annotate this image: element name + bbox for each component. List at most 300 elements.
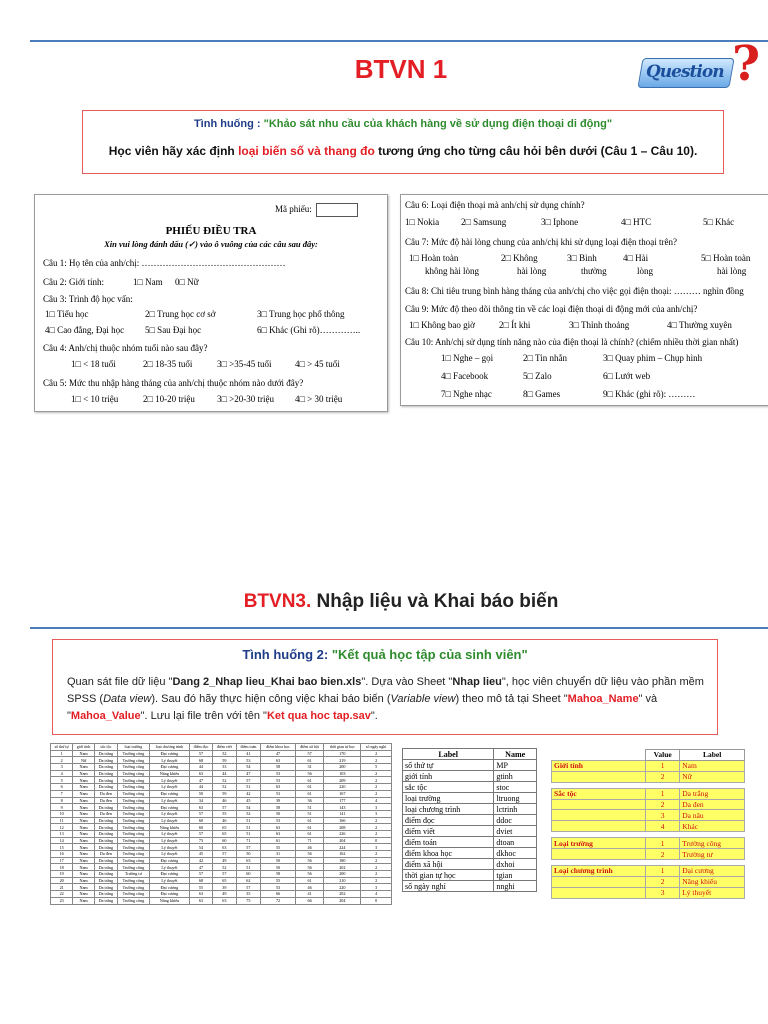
label-cell: dkhoc <box>494 848 537 859</box>
data-cell: 55 <box>213 810 236 817</box>
data-cell: Nam <box>73 797 95 804</box>
vl-value-cell: 1 <box>646 866 680 877</box>
vl-variable-cell <box>552 849 646 860</box>
label-cell: thời gian tự học <box>403 870 494 881</box>
data-cell: 3 <box>361 804 392 811</box>
data-header-cell: điểm đọc <box>189 744 212 751</box>
data-cell: Lý thuyết <box>149 844 189 851</box>
slide-btvn1 <box>30 36 768 415</box>
vl-label-cell: Năng khiếu <box>680 876 745 887</box>
data-cell: 72 <box>261 897 296 904</box>
case-heading <box>83 118 723 130</box>
body-italic: Variable view <box>390 693 456 705</box>
data-cell: Lý thuyết <box>149 851 189 858</box>
data-cell: 47 <box>236 770 261 777</box>
data-cell: Lý thuyết <box>149 864 189 871</box>
data-cell: 61 <box>295 777 324 784</box>
data-cell: 61 <box>261 837 296 844</box>
data-cell: 13 <box>51 830 73 837</box>
ma-phieu-row <box>275 203 358 217</box>
data-cell: 56 <box>295 770 324 777</box>
data-cell: Trường công <box>117 797 149 804</box>
vl-value-cell: 1 <box>646 760 680 771</box>
data-cell: Da trắng <box>94 871 117 878</box>
data-cell: 68 <box>189 877 212 884</box>
data-cell: Lý thuyết <box>149 810 189 817</box>
case-box-2 <box>52 639 718 735</box>
data-cell: Trường công <box>117 764 149 771</box>
q6-option: 5□ Khác <box>703 217 735 227</box>
data-cell: Da trắng <box>94 750 117 757</box>
q7-option: 5□ Hoàn toàn <box>701 253 751 263</box>
label-cell: tgian <box>494 870 537 881</box>
vl-value-cell: 3 <box>646 887 680 898</box>
data-cell: 53 <box>236 757 261 764</box>
data-cell: 44 <box>189 764 212 771</box>
q9-option: 3□ Thỉnh thoảng <box>569 320 630 330</box>
data-cell: 57 <box>213 851 236 858</box>
body-sheet: Nhap lieu <box>452 676 502 688</box>
data-cell: 58 <box>261 871 296 878</box>
data-cell: Nữ <box>73 757 95 764</box>
vl-row <box>552 838 745 849</box>
data-cell: Trường công <box>117 864 149 871</box>
data-row <box>51 844 392 851</box>
data-cell: 66 <box>295 897 324 904</box>
data-cell: Nam <box>73 764 95 771</box>
data-cell: Đại cương <box>149 764 189 771</box>
body-sheet-red: Mahoa_Value <box>70 710 141 722</box>
data-header-cell: điểm toán <box>236 744 261 751</box>
vl-label-cell: Da nâu <box>680 810 745 821</box>
data-cell: Da trắng <box>94 824 117 831</box>
data-row <box>51 764 392 771</box>
data-cell: Trường công <box>117 837 149 844</box>
data-cell: Nam <box>73 851 95 858</box>
vl-header-cell: Label <box>680 750 745 761</box>
data-cell: Năng khiếu <box>149 824 189 831</box>
slide2-title <box>30 591 768 613</box>
label-cell: loại chương trình <box>403 804 494 815</box>
data-cell: 0 <box>361 897 392 904</box>
data-cell: 219 <box>324 757 361 764</box>
q4-option: 3□ >35-45 tuổi <box>217 359 272 369</box>
q3-option: 6□ Khác (Ghi rõ)………….. <box>257 325 361 335</box>
q10-option: 5□ Zalo <box>523 371 552 381</box>
q7-option: 2□ Không <box>501 253 538 263</box>
data-cell: Trường công <box>117 790 149 797</box>
data-cell: 5 <box>51 777 73 784</box>
data-cell: Trường công <box>117 770 149 777</box>
instruction-pre: Học viên hãy xác định <box>108 144 239 158</box>
data-cell: 54 <box>189 844 212 851</box>
data-cell: Nam <box>73 844 95 851</box>
label-cell: MP <box>494 760 537 771</box>
data-cell: 58 <box>261 804 296 811</box>
data-cell: 57 <box>213 804 236 811</box>
case2-body <box>67 674 707 725</box>
data-cell: 56 <box>295 864 324 871</box>
vl-label-cell: Đại cương <box>680 866 745 877</box>
data-cell: 226 <box>324 830 361 837</box>
vl-row <box>552 771 745 782</box>
data-cell: 50 <box>261 857 296 864</box>
vl-value-cell: 2 <box>646 771 680 782</box>
data-cell: 55 <box>261 877 296 884</box>
data-cell: 170 <box>324 750 361 757</box>
data-cell: 73 <box>189 837 212 844</box>
data-cell: 44 <box>189 784 212 791</box>
data-cell: Trường công <box>117 851 149 858</box>
data-header-cell: điểm xã hội <box>295 744 324 751</box>
data-row <box>51 897 392 904</box>
data-cell: Lý thuyết <box>149 797 189 804</box>
data-cell: 52 <box>213 777 236 784</box>
data-cell: Nam <box>73 790 95 797</box>
data-cell: 162 <box>324 851 361 858</box>
data-cell: Trường công <box>117 810 149 817</box>
vl-variable-cell <box>552 821 646 832</box>
data-cell: 57 <box>236 844 261 851</box>
data-cell: 71 <box>236 837 261 844</box>
data-row <box>51 884 392 891</box>
data-cell: 63 <box>236 857 261 864</box>
data-cell: 68 <box>189 757 212 764</box>
data-cell: Lý thuyết <box>149 877 189 884</box>
label-cell: dtoan <box>494 837 537 848</box>
q10-option: 8□ Games <box>523 389 561 399</box>
vl-header-blank <box>552 750 646 761</box>
data-cell: Da trắng <box>94 830 117 837</box>
vl-label-cell: Da trắng <box>680 788 745 799</box>
data-cell: 46 <box>295 844 324 851</box>
data-cell: 42 <box>236 790 261 797</box>
data-row <box>51 797 392 804</box>
data-cell: Lý thuyết <box>149 757 189 764</box>
data-cell: 33 <box>213 764 236 771</box>
data-cell: 51 <box>236 824 261 831</box>
q10-option: 9□ Khác (ghi rõ): ……… <box>603 389 696 399</box>
data-cell: 2 <box>51 757 73 764</box>
question-4: Câu 4: Anh/chị thuộc nhóm tuổi nào sau đây? <box>43 343 208 353</box>
data-cell: 103 <box>324 770 361 777</box>
data-cell: Trường công <box>117 750 149 757</box>
data-cell: 2 <box>361 790 392 797</box>
data-cell: 45 <box>236 797 261 804</box>
data-cell: 202 <box>324 864 361 871</box>
data-cell: 202 <box>324 891 361 898</box>
data-cell: Da trắng <box>94 817 117 824</box>
data-header-cell: điểm khoa học <box>261 744 296 751</box>
q7-option: 3□ Bình <box>567 253 597 263</box>
data-cell: Da đen <box>94 797 117 804</box>
data-cell: 4 <box>361 891 392 898</box>
body-sheet-red: Mahoa_Name <box>567 693 639 705</box>
vl-row <box>552 887 745 898</box>
vl-label-cell: Nữ <box>680 771 745 782</box>
data-cell: 62 <box>236 877 261 884</box>
data-cell: Da trắng <box>94 897 117 904</box>
label-cell: số thứ tự <box>403 760 494 771</box>
survey-form-left <box>34 194 388 412</box>
data-cell: Nam <box>73 777 95 784</box>
data-cell: Trường công <box>117 884 149 891</box>
q3-option: 5□ Sau Đại học <box>145 325 202 335</box>
data-cell: 59 <box>213 790 236 797</box>
data-cell: 51 <box>295 804 324 811</box>
data-row <box>51 851 392 858</box>
body-text: ". Lưu lại file trên với tên " <box>140 710 267 722</box>
data-cell: 52 <box>213 750 236 757</box>
data-row <box>51 790 392 797</box>
label-cell: điểm xã hội <box>403 859 494 870</box>
slide1-title: BTVN 1 <box>354 54 448 84</box>
data-cell: 53 <box>261 817 296 824</box>
data-cell: Lý thuyết <box>149 830 189 837</box>
data-cell: Nam <box>73 824 95 831</box>
data-cell: 45 <box>189 851 212 858</box>
data-cell: 63 <box>189 804 212 811</box>
data-cell: Trường công <box>117 844 149 851</box>
data-cell: 50 <box>236 851 261 858</box>
label-header-row <box>403 749 537 760</box>
data-cell: 23 <box>51 897 73 904</box>
data-cell: 63 <box>189 770 212 777</box>
vl-header-row <box>552 750 745 761</box>
data-cell: Đại cương <box>149 871 189 878</box>
data-cell: 204 <box>324 897 361 904</box>
instruction-post: tương ứng cho từng câu hỏi bên dưới (Câu 1 – Câu 10). <box>374 144 698 158</box>
label-row <box>403 859 537 870</box>
data-cell: 3 <box>51 764 73 771</box>
data-cell: 51 <box>236 830 261 837</box>
question-1: Câu 1: Họ tên của anh/chị: ………………………………………… <box>43 258 286 268</box>
data-header-cell: giới tính <box>73 744 95 751</box>
data-cell: Đại cương <box>149 804 189 811</box>
vl-body <box>552 760 745 898</box>
slide2-title-rest: Nhập liệu và Khai báo biến <box>311 591 559 612</box>
q10-option: 2□ Tin nhắn <box>523 353 567 363</box>
data-header-cell: thời gian tự học <box>324 744 361 751</box>
name-label-table <box>402 748 537 892</box>
data-cell: 57 <box>236 777 261 784</box>
data-cell: 166 <box>324 817 361 824</box>
data-cell: 49 <box>213 857 236 864</box>
data-cell: 19 <box>51 871 73 878</box>
data-cell: Trường công <box>117 877 149 884</box>
data-cell: Da trắng <box>94 770 117 777</box>
body-text: ). Sau đó hãy thực hiện công việc khai báo biến ( <box>151 693 391 705</box>
data-cell: Nam <box>73 877 95 884</box>
q7-option-sub: không hài lòng <box>425 266 479 276</box>
label-row <box>403 804 537 815</box>
data-cell: 3 <box>361 884 392 891</box>
vl-label-cell: Da đen <box>680 799 745 810</box>
data-row <box>51 830 392 837</box>
vl-row <box>552 866 745 877</box>
data-cell: 210 <box>324 877 361 884</box>
data-cell: Đại cương <box>149 857 189 864</box>
q10-option: 1□ Nghe – gọi <box>441 353 494 363</box>
vl-value-cell: 2 <box>646 799 680 810</box>
data-cell: 50 <box>261 810 296 817</box>
data-cell: 54 <box>236 804 261 811</box>
data-cell: Da trắng <box>94 844 117 851</box>
q7-option: 1□ Hoàn toàn <box>409 253 459 263</box>
data-cell: Da trắng <box>94 804 117 811</box>
data-row <box>51 824 392 831</box>
data-cell: 2 <box>361 877 392 884</box>
data-cell: 63 <box>261 824 296 831</box>
data-cell: 36 <box>295 797 324 804</box>
body-text: ) theo mô tả tại Sheet " <box>455 693 568 705</box>
data-cell: 44 <box>213 770 236 777</box>
label-cell: nnghi <box>494 881 537 892</box>
case-box-1 <box>82 110 724 174</box>
data-cell: Nam <box>73 891 95 898</box>
q6-option: 3□ Iphone <box>541 217 579 227</box>
vl-value-cell: 4 <box>646 821 680 832</box>
data-cell: Nam <box>73 770 95 777</box>
data-cell: 53 <box>261 884 296 891</box>
data-cell: 2 <box>361 871 392 878</box>
data-cell: 220 <box>324 884 361 891</box>
data-cell: 42 <box>189 857 212 864</box>
vl-label-cell: Trường tư <box>680 849 745 860</box>
data-cell: 20 <box>51 877 73 884</box>
data-header-row <box>51 744 392 751</box>
data-row <box>51 837 392 844</box>
data-cell: 2 <box>361 851 392 858</box>
vl-label-cell: Nam <box>680 760 745 771</box>
data-cell: 18 <box>51 864 73 871</box>
body-italic: Data view <box>103 693 152 705</box>
q6-option: 2□ Samsung <box>461 217 507 227</box>
data-cell: Nam <box>73 857 95 864</box>
q4-option: 1□ < 18 tuổi <box>71 359 116 369</box>
question-7: Câu 7: Mức độ hài lòng chung của anh/chị khi sử dụng loại điện thoại trên? <box>405 237 677 247</box>
data-cell: Đại cương <box>149 884 189 891</box>
vl-value-cell: 1 <box>646 838 680 849</box>
data-cell: 3 <box>361 844 392 851</box>
data-cell: 204 <box>324 837 361 844</box>
data-cell: 9 <box>51 804 73 811</box>
data-row <box>51 777 392 784</box>
logo-text: Question <box>646 62 724 82</box>
data-cell: Da trắng <box>94 891 117 898</box>
data-cell: Nam <box>73 817 95 824</box>
question-10: Câu 10: Anh/chị sử dụng tính năng nào của điện thoại là chính? (chiếm nhiều thời gian nhất) <box>405 337 739 347</box>
vl-value-cell: 2 <box>646 849 680 860</box>
data-cell: 46 <box>213 817 236 824</box>
label-row <box>403 760 537 771</box>
data-cell: Da đen <box>94 851 117 858</box>
body-file: Dang 2_Nhap lieu_Khai bao bien.xls <box>172 676 362 688</box>
body-text: ". Dựa vào Sheet " <box>361 676 453 688</box>
data-cell: 2 <box>361 750 392 757</box>
data-cell: 200 <box>324 764 361 771</box>
vl-header-cell: Value <box>646 750 680 761</box>
vl-label-cell: Lý thuyết <box>680 887 745 898</box>
data-cell: Lý thuyết <box>149 817 189 824</box>
slide2-title-red: BTVN3. <box>243 591 312 612</box>
case2-heading <box>53 647 717 662</box>
data-cell: Da trắng <box>94 884 117 891</box>
data-cell: Nam <box>73 810 95 817</box>
data-cell: 143 <box>324 804 361 811</box>
data-cell: 56 <box>295 871 324 878</box>
vl-row <box>552 821 745 832</box>
case-quote: "Khảo sát nhu cầu của khách hàng về sử dụng điện thoại di động" <box>263 118 613 130</box>
body-text: ", học viên chuyển dữ liệu vào phần mềm SPSS ( <box>67 676 704 705</box>
data-cell: Lý thuyết <box>149 784 189 791</box>
label-cell: điểm toán <box>403 837 494 848</box>
label-body <box>403 760 537 892</box>
data-cell: 21 <box>51 884 73 891</box>
q5-option: 2□ 10-20 triệu <box>143 394 195 404</box>
data-cell: 167 <box>324 790 361 797</box>
question-6: Câu 6: Loại điện thoại mà anh/chị sử dụng chính? <box>405 200 585 210</box>
data-cell: 56 <box>295 857 324 864</box>
data-cell: 75 <box>236 897 261 904</box>
data-row <box>51 891 392 898</box>
data-row <box>51 877 392 884</box>
data-cell: 6 <box>51 784 73 791</box>
q9-option: 1□ Không bao giờ <box>409 320 475 330</box>
data-cell: Nam <box>73 897 95 904</box>
data-cell: Trường công <box>117 757 149 764</box>
data-cell: 57 <box>236 884 261 891</box>
label-row <box>403 793 537 804</box>
label-row <box>403 881 537 892</box>
question-logo <box>640 36 768 100</box>
data-cell: Nam <box>73 871 95 878</box>
data-cell: Trường công <box>117 891 149 898</box>
data-cell: 59 <box>213 757 236 764</box>
data-cell: 63 <box>261 784 296 791</box>
data-cell: 63 <box>213 897 236 904</box>
q5-option: 4□ > 30 triệu <box>295 394 343 404</box>
data-cell: 51 <box>236 864 261 871</box>
label-row <box>403 782 537 793</box>
vl-variable-cell: Loại chương trình <box>552 866 646 877</box>
vl-value-cell: 2 <box>646 876 680 887</box>
data-cell: Da đen <box>94 790 117 797</box>
data-cell: 53 <box>261 770 296 777</box>
data-cell: 65 <box>213 877 236 884</box>
data-cell: 57 <box>213 871 236 878</box>
data-cell: Da trắng <box>94 877 117 884</box>
ma-phieu-box <box>316 203 358 217</box>
data-cell: 63 <box>189 897 212 904</box>
data-cell: 55 <box>261 844 296 851</box>
data-cell: 47 <box>261 750 296 757</box>
vl-row <box>552 849 745 860</box>
label-row <box>403 815 537 826</box>
vl-variable-cell: Loại trường <box>552 838 646 849</box>
data-cell: 4 <box>361 797 392 804</box>
data-cell: Trường công <box>117 804 149 811</box>
data-cell: 31 <box>295 764 324 771</box>
data-cell: 61 <box>295 817 324 824</box>
data-cell: Da trắng <box>94 757 117 764</box>
data-row <box>51 857 392 864</box>
data-cell: 31 <box>261 851 296 858</box>
data-cell: 141 <box>324 810 361 817</box>
data-cell: 209 <box>324 777 361 784</box>
q7-option: 4□ Hài <box>623 253 649 263</box>
data-cell: 57 <box>189 750 212 757</box>
